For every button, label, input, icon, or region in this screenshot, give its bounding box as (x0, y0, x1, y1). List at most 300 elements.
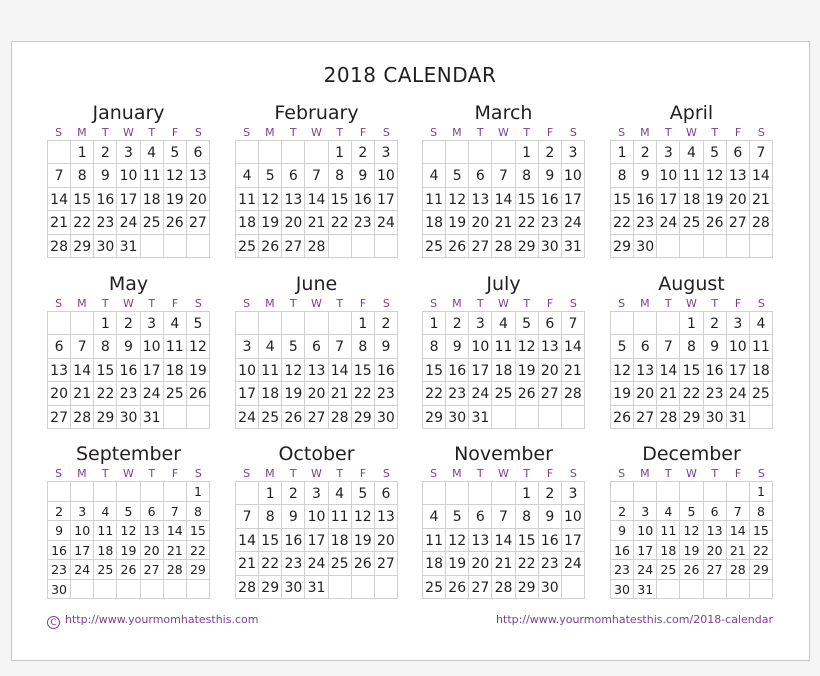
day-cell[interactable]: 15 (187, 521, 210, 541)
day-cell[interactable]: 8 (259, 505, 282, 528)
day-cell[interactable]: 5 (164, 141, 187, 164)
day-cell[interactable]: 4 (236, 164, 259, 187)
day-cell[interactable]: 24 (375, 211, 398, 234)
day-cell[interactable]: 10 (71, 521, 94, 541)
day-cell[interactable]: 21 (329, 382, 352, 405)
day-cell[interactable]: 13 (704, 521, 727, 541)
day-cell[interactable]: 2 (282, 482, 305, 505)
day-cell[interactable]: 1 (516, 482, 539, 505)
day-cell[interactable]: 25 (236, 235, 259, 258)
day-cell[interactable]: 1 (516, 141, 539, 164)
footer-right-url[interactable]: http://www.yourmomhatesthis.com/2018-calendar (496, 613, 773, 626)
day-cell[interactable]: 28 (71, 406, 94, 429)
day-cell[interactable]: 13 (282, 188, 305, 211)
day-cell[interactable]: 26 (611, 406, 634, 429)
day-cell[interactable]: 9 (282, 505, 305, 528)
day-cell[interactable]: 16 (634, 188, 657, 211)
day-cell[interactable]: 24 (141, 382, 164, 405)
day-cell[interactable]: 5 (259, 164, 282, 187)
day-cell[interactable]: 15 (259, 529, 282, 552)
day-cell[interactable]: 29 (611, 235, 634, 258)
day-cell[interactable]: 10 (141, 335, 164, 358)
day-cell[interactable]: 21 (492, 211, 515, 234)
day-cell[interactable]: 2 (704, 312, 727, 335)
day-cell[interactable]: 4 (492, 312, 515, 335)
day-cell[interactable]: 18 (680, 188, 703, 211)
day-cell[interactable]: 1 (71, 141, 94, 164)
day-cell[interactable]: 7 (657, 335, 680, 358)
day-cell[interactable]: 13 (634, 359, 657, 382)
day-cell[interactable]: 16 (282, 529, 305, 552)
day-cell[interactable]: 18 (657, 541, 680, 561)
day-cell[interactable]: 20 (704, 541, 727, 561)
day-cell[interactable]: 31 (141, 406, 164, 429)
day-cell[interactable]: 14 (164, 521, 187, 541)
day-cell[interactable]: 31 (727, 406, 750, 429)
day-cell[interactable]: 29 (423, 406, 446, 429)
day-cell[interactable]: 18 (423, 552, 446, 575)
day-cell[interactable]: 6 (469, 164, 492, 187)
day-cell[interactable]: 29 (680, 406, 703, 429)
day-cell[interactable]: 1 (750, 482, 773, 502)
day-cell[interactable]: 29 (750, 560, 773, 580)
day-cell[interactable]: 12 (352, 505, 375, 528)
day-cell[interactable]: 26 (117, 560, 140, 580)
day-cell[interactable]: 19 (259, 211, 282, 234)
day-cell[interactable]: 16 (352, 188, 375, 211)
day-cell[interactable]: 25 (657, 560, 680, 580)
day-cell[interactable]: 23 (375, 382, 398, 405)
day-cell[interactable]: 7 (305, 164, 328, 187)
day-cell[interactable]: 13 (469, 529, 492, 552)
day-cell[interactable]: 18 (141, 188, 164, 211)
day-cell[interactable]: 5 (446, 505, 469, 528)
day-cell[interactable]: 10 (634, 521, 657, 541)
day-cell[interactable]: 11 (236, 188, 259, 211)
day-cell[interactable]: 25 (423, 576, 446, 599)
day-cell[interactable]: 23 (704, 382, 727, 405)
day-cell[interactable]: 1 (680, 312, 703, 335)
day-cell[interactable]: 8 (516, 505, 539, 528)
day-cell[interactable]: 28 (492, 576, 515, 599)
day-cell[interactable]: 22 (516, 552, 539, 575)
day-cell[interactable]: 9 (48, 521, 71, 541)
day-cell[interactable]: 17 (469, 359, 492, 382)
day-cell[interactable]: 5 (516, 312, 539, 335)
day-cell[interactable]: 4 (423, 164, 446, 187)
day-cell[interactable]: 15 (423, 359, 446, 382)
day-cell[interactable]: 20 (634, 382, 657, 405)
day-cell[interactable]: 6 (282, 164, 305, 187)
day-cell[interactable]: 24 (236, 406, 259, 429)
day-cell[interactable]: 15 (516, 188, 539, 211)
day-cell[interactable]: 3 (117, 141, 140, 164)
day-cell[interactable]: 10 (469, 335, 492, 358)
day-cell[interactable]: 3 (469, 312, 492, 335)
day-cell[interactable]: 18 (423, 211, 446, 234)
day-cell[interactable]: 19 (611, 382, 634, 405)
day-cell[interactable]: 27 (727, 211, 750, 234)
day-cell[interactable]: 27 (305, 406, 328, 429)
day-cell[interactable]: 11 (329, 505, 352, 528)
day-cell[interactable]: 15 (352, 359, 375, 382)
day-cell[interactable]: 20 (539, 359, 562, 382)
day-cell[interactable]: 4 (680, 141, 703, 164)
day-cell[interactable]: 14 (727, 521, 750, 541)
day-cell[interactable]: 9 (352, 164, 375, 187)
day-cell[interactable]: 4 (164, 312, 187, 335)
day-cell[interactable]: 14 (305, 188, 328, 211)
day-cell[interactable]: 6 (48, 335, 71, 358)
day-cell[interactable]: 12 (680, 521, 703, 541)
day-cell[interactable]: 2 (611, 502, 634, 522)
day-cell[interactable]: 5 (611, 335, 634, 358)
day-cell[interactable]: 2 (446, 312, 469, 335)
day-cell[interactable]: 18 (236, 211, 259, 234)
day-cell[interactable]: 23 (539, 211, 562, 234)
day-cell[interactable]: 7 (236, 505, 259, 528)
day-cell[interactable]: 22 (680, 382, 703, 405)
day-cell[interactable]: 15 (71, 188, 94, 211)
day-cell[interactable]: 6 (305, 335, 328, 358)
day-cell[interactable]: 22 (423, 382, 446, 405)
day-cell[interactable]: 25 (750, 382, 773, 405)
day-cell[interactable]: 13 (141, 521, 164, 541)
day-cell[interactable]: 15 (680, 359, 703, 382)
day-cell[interactable]: 18 (750, 359, 773, 382)
day-cell[interactable]: 6 (375, 482, 398, 505)
day-cell[interactable]: 5 (352, 482, 375, 505)
day-cell[interactable]: 15 (516, 529, 539, 552)
day-cell[interactable]: 7 (71, 335, 94, 358)
day-cell[interactable]: 27 (539, 382, 562, 405)
day-cell[interactable]: 2 (94, 141, 117, 164)
day-cell[interactable]: 3 (657, 141, 680, 164)
day-cell[interactable]: 16 (611, 541, 634, 561)
day-cell[interactable]: 12 (282, 359, 305, 382)
day-cell[interactable]: 11 (141, 164, 164, 187)
day-cell[interactable]: 6 (187, 141, 210, 164)
day-cell[interactable]: 23 (94, 211, 117, 234)
day-cell[interactable]: 12 (446, 188, 469, 211)
day-cell[interactable]: 12 (611, 359, 634, 382)
day-cell[interactable]: 9 (117, 335, 140, 358)
day-cell[interactable]: 6 (727, 141, 750, 164)
day-cell[interactable]: 3 (562, 141, 585, 164)
day-cell[interactable]: 10 (562, 505, 585, 528)
day-cell[interactable]: 7 (329, 335, 352, 358)
day-cell[interactable]: 20 (375, 529, 398, 552)
day-cell[interactable]: 31 (469, 406, 492, 429)
day-cell[interactable]: 19 (164, 188, 187, 211)
day-cell[interactable]: 25 (329, 552, 352, 575)
day-cell[interactable]: 16 (704, 359, 727, 382)
day-cell[interactable]: 23 (282, 552, 305, 575)
day-cell[interactable]: 23 (352, 211, 375, 234)
day-cell[interactable]: 6 (539, 312, 562, 335)
day-cell[interactable]: 28 (727, 560, 750, 580)
day-cell[interactable]: 17 (71, 541, 94, 561)
day-cell[interactable]: 27 (282, 235, 305, 258)
day-cell[interactable]: 4 (259, 335, 282, 358)
day-cell[interactable]: 11 (657, 521, 680, 541)
day-cell[interactable]: 1 (423, 312, 446, 335)
day-cell[interactable]: 8 (680, 335, 703, 358)
day-cell[interactable]: 14 (71, 359, 94, 382)
day-cell[interactable]: 7 (750, 141, 773, 164)
day-cell[interactable]: 8 (516, 164, 539, 187)
day-cell[interactable]: 23 (611, 560, 634, 580)
day-cell[interactable]: 28 (750, 211, 773, 234)
day-cell[interactable]: 1 (187, 482, 210, 502)
day-cell[interactable]: 4 (750, 312, 773, 335)
day-cell[interactable]: 21 (657, 382, 680, 405)
day-cell[interactable]: 26 (352, 552, 375, 575)
day-cell[interactable]: 27 (141, 560, 164, 580)
day-cell[interactable]: 11 (164, 335, 187, 358)
day-cell[interactable]: 1 (259, 482, 282, 505)
day-cell[interactable]: 21 (492, 552, 515, 575)
day-cell[interactable]: 16 (539, 188, 562, 211)
day-cell[interactable]: 9 (611, 521, 634, 541)
day-cell[interactable]: 14 (492, 529, 515, 552)
day-cell[interactable]: 19 (680, 541, 703, 561)
day-cell[interactable]: 24 (727, 382, 750, 405)
day-cell[interactable]: 5 (117, 502, 140, 522)
day-cell[interactable]: 4 (423, 505, 446, 528)
day-cell[interactable]: 30 (704, 406, 727, 429)
day-cell[interactable]: 23 (539, 552, 562, 575)
day-cell[interactable]: 21 (750, 188, 773, 211)
day-cell[interactable]: 25 (492, 382, 515, 405)
day-cell[interactable]: 18 (329, 529, 352, 552)
day-cell[interactable]: 8 (187, 502, 210, 522)
day-cell[interactable]: 18 (259, 382, 282, 405)
day-cell[interactable]: 31 (562, 235, 585, 258)
day-cell[interactable]: 19 (516, 359, 539, 382)
day-cell[interactable]: 22 (611, 211, 634, 234)
day-cell[interactable]: 19 (446, 552, 469, 575)
day-cell[interactable]: 12 (187, 335, 210, 358)
day-cell[interactable]: 26 (164, 211, 187, 234)
day-cell[interactable]: 13 (539, 335, 562, 358)
day-cell[interactable]: 19 (446, 211, 469, 234)
day-cell[interactable]: 26 (446, 235, 469, 258)
day-cell[interactable]: 22 (187, 541, 210, 561)
day-cell[interactable]: 28 (492, 235, 515, 258)
day-cell[interactable]: 24 (117, 211, 140, 234)
day-cell[interactable]: 30 (48, 580, 71, 600)
day-cell[interactable]: 20 (469, 211, 492, 234)
day-cell[interactable]: 9 (375, 335, 398, 358)
day-cell[interactable]: 11 (423, 529, 446, 552)
day-cell[interactable]: 24 (657, 211, 680, 234)
day-cell[interactable]: 17 (634, 541, 657, 561)
day-cell[interactable]: 3 (375, 141, 398, 164)
day-cell[interactable]: 9 (446, 335, 469, 358)
day-cell[interactable]: 20 (727, 188, 750, 211)
day-cell[interactable]: 25 (94, 560, 117, 580)
day-cell[interactable]: 14 (492, 188, 515, 211)
day-cell[interactable]: 26 (704, 211, 727, 234)
day-cell[interactable]: 28 (236, 576, 259, 599)
day-cell[interactable]: 28 (657, 406, 680, 429)
day-cell[interactable]: 16 (539, 529, 562, 552)
day-cell[interactable]: 23 (48, 560, 71, 580)
day-cell[interactable]: 17 (657, 188, 680, 211)
day-cell[interactable]: 22 (259, 552, 282, 575)
day-cell[interactable]: 7 (562, 312, 585, 335)
day-cell[interactable]: 7 (164, 502, 187, 522)
day-cell[interactable]: 5 (282, 335, 305, 358)
day-cell[interactable]: 3 (236, 335, 259, 358)
day-cell[interactable]: 27 (48, 406, 71, 429)
day-cell[interactable]: 30 (539, 576, 562, 599)
day-cell[interactable]: 24 (71, 560, 94, 580)
day-cell[interactable]: 10 (562, 164, 585, 187)
day-cell[interactable]: 3 (727, 312, 750, 335)
day-cell[interactable]: 5 (187, 312, 210, 335)
day-cell[interactable]: 11 (492, 335, 515, 358)
day-cell[interactable]: 16 (446, 359, 469, 382)
day-cell[interactable]: 9 (539, 164, 562, 187)
day-cell[interactable]: 22 (352, 382, 375, 405)
day-cell[interactable]: 12 (516, 335, 539, 358)
day-cell[interactable]: 26 (680, 560, 703, 580)
day-cell[interactable]: 30 (611, 580, 634, 600)
day-cell[interactable]: 1 (329, 141, 352, 164)
day-cell[interactable]: 21 (164, 541, 187, 561)
day-cell[interactable]: 24 (305, 552, 328, 575)
day-cell[interactable]: 27 (187, 211, 210, 234)
day-cell[interactable]: 6 (469, 505, 492, 528)
day-cell[interactable]: 8 (329, 164, 352, 187)
day-cell[interactable]: 25 (259, 406, 282, 429)
day-cell[interactable]: 10 (727, 335, 750, 358)
day-cell[interactable]: 26 (516, 382, 539, 405)
day-cell[interactable]: 3 (71, 502, 94, 522)
day-cell[interactable]: 30 (117, 406, 140, 429)
day-cell[interactable]: 25 (423, 235, 446, 258)
day-cell[interactable]: 12 (117, 521, 140, 541)
day-cell[interactable]: 8 (423, 335, 446, 358)
day-cell[interactable]: 21 (236, 552, 259, 575)
day-cell[interactable]: 27 (704, 560, 727, 580)
day-cell[interactable]: 11 (750, 335, 773, 358)
day-cell[interactable]: 17 (727, 359, 750, 382)
day-cell[interactable]: 4 (141, 141, 164, 164)
day-cell[interactable]: 30 (282, 576, 305, 599)
day-cell[interactable]: 5 (680, 502, 703, 522)
day-cell[interactable]: 20 (469, 552, 492, 575)
day-cell[interactable]: 13 (469, 188, 492, 211)
day-cell[interactable]: 12 (259, 188, 282, 211)
day-cell[interactable]: 25 (680, 211, 703, 234)
day-cell[interactable]: 12 (704, 164, 727, 187)
day-cell[interactable]: 10 (117, 164, 140, 187)
day-cell[interactable]: 7 (48, 164, 71, 187)
day-cell[interactable]: 19 (282, 382, 305, 405)
day-cell[interactable]: 26 (446, 576, 469, 599)
day-cell[interactable]: 27 (469, 235, 492, 258)
day-cell[interactable]: 13 (305, 359, 328, 382)
day-cell[interactable]: 10 (375, 164, 398, 187)
day-cell[interactable]: 2 (48, 502, 71, 522)
day-cell[interactable]: 19 (117, 541, 140, 561)
day-cell[interactable]: 26 (282, 406, 305, 429)
day-cell[interactable]: 11 (259, 359, 282, 382)
day-cell[interactable]: 9 (634, 164, 657, 187)
day-cell[interactable]: 7 (492, 505, 515, 528)
day-cell[interactable]: 29 (516, 235, 539, 258)
day-cell[interactable]: 7 (492, 164, 515, 187)
day-cell[interactable]: 26 (259, 235, 282, 258)
day-cell[interactable]: 10 (657, 164, 680, 187)
day-cell[interactable]: 24 (634, 560, 657, 580)
day-cell[interactable]: 28 (562, 382, 585, 405)
day-cell[interactable]: 15 (611, 188, 634, 211)
day-cell[interactable]: 8 (611, 164, 634, 187)
day-cell[interactable]: 8 (352, 335, 375, 358)
day-cell[interactable]: 28 (164, 560, 187, 580)
day-cell[interactable]: 25 (164, 382, 187, 405)
day-cell[interactable]: 2 (375, 312, 398, 335)
day-cell[interactable]: 6 (634, 335, 657, 358)
day-cell[interactable]: 21 (727, 541, 750, 561)
day-cell[interactable]: 23 (634, 211, 657, 234)
day-cell[interactable]: 13 (48, 359, 71, 382)
day-cell[interactable]: 15 (94, 359, 117, 382)
day-cell[interactable]: 3 (562, 482, 585, 505)
day-cell[interactable]: 1 (94, 312, 117, 335)
day-cell[interactable]: 29 (71, 235, 94, 258)
day-cell[interactable]: 31 (305, 576, 328, 599)
day-cell[interactable]: 19 (187, 359, 210, 382)
day-cell[interactable]: 21 (562, 359, 585, 382)
day-cell[interactable]: 13 (187, 164, 210, 187)
day-cell[interactable]: 20 (141, 541, 164, 561)
day-cell[interactable]: 8 (71, 164, 94, 187)
day-cell[interactable]: 30 (94, 235, 117, 258)
day-cell[interactable]: 3 (634, 502, 657, 522)
day-cell[interactable]: 11 (94, 521, 117, 541)
day-cell[interactable]: 17 (236, 382, 259, 405)
day-cell[interactable]: 28 (48, 235, 71, 258)
day-cell[interactable]: 20 (48, 382, 71, 405)
day-cell[interactable]: 20 (187, 188, 210, 211)
footer-left[interactable] (47, 613, 258, 629)
day-cell[interactable]: 22 (94, 382, 117, 405)
day-cell[interactable]: 29 (352, 406, 375, 429)
day-cell[interactable]: 27 (634, 406, 657, 429)
day-cell[interactable]: 2 (539, 482, 562, 505)
day-cell[interactable]: 16 (117, 359, 140, 382)
day-cell[interactable]: 14 (750, 164, 773, 187)
day-cell[interactable]: 20 (282, 211, 305, 234)
day-cell[interactable]: 4 (329, 482, 352, 505)
day-cell[interactable]: 30 (446, 406, 469, 429)
day-cell[interactable]: 27 (469, 576, 492, 599)
day-cell[interactable]: 19 (704, 188, 727, 211)
day-cell[interactable]: 14 (657, 359, 680, 382)
day-cell[interactable]: 19 (352, 529, 375, 552)
day-cell[interactable]: 17 (305, 529, 328, 552)
day-cell[interactable]: 15 (750, 521, 773, 541)
day-cell[interactable]: 24 (562, 211, 585, 234)
day-cell[interactable]: 15 (329, 188, 352, 211)
day-cell[interactable]: 18 (164, 359, 187, 382)
day-cell[interactable]: 30 (634, 235, 657, 258)
